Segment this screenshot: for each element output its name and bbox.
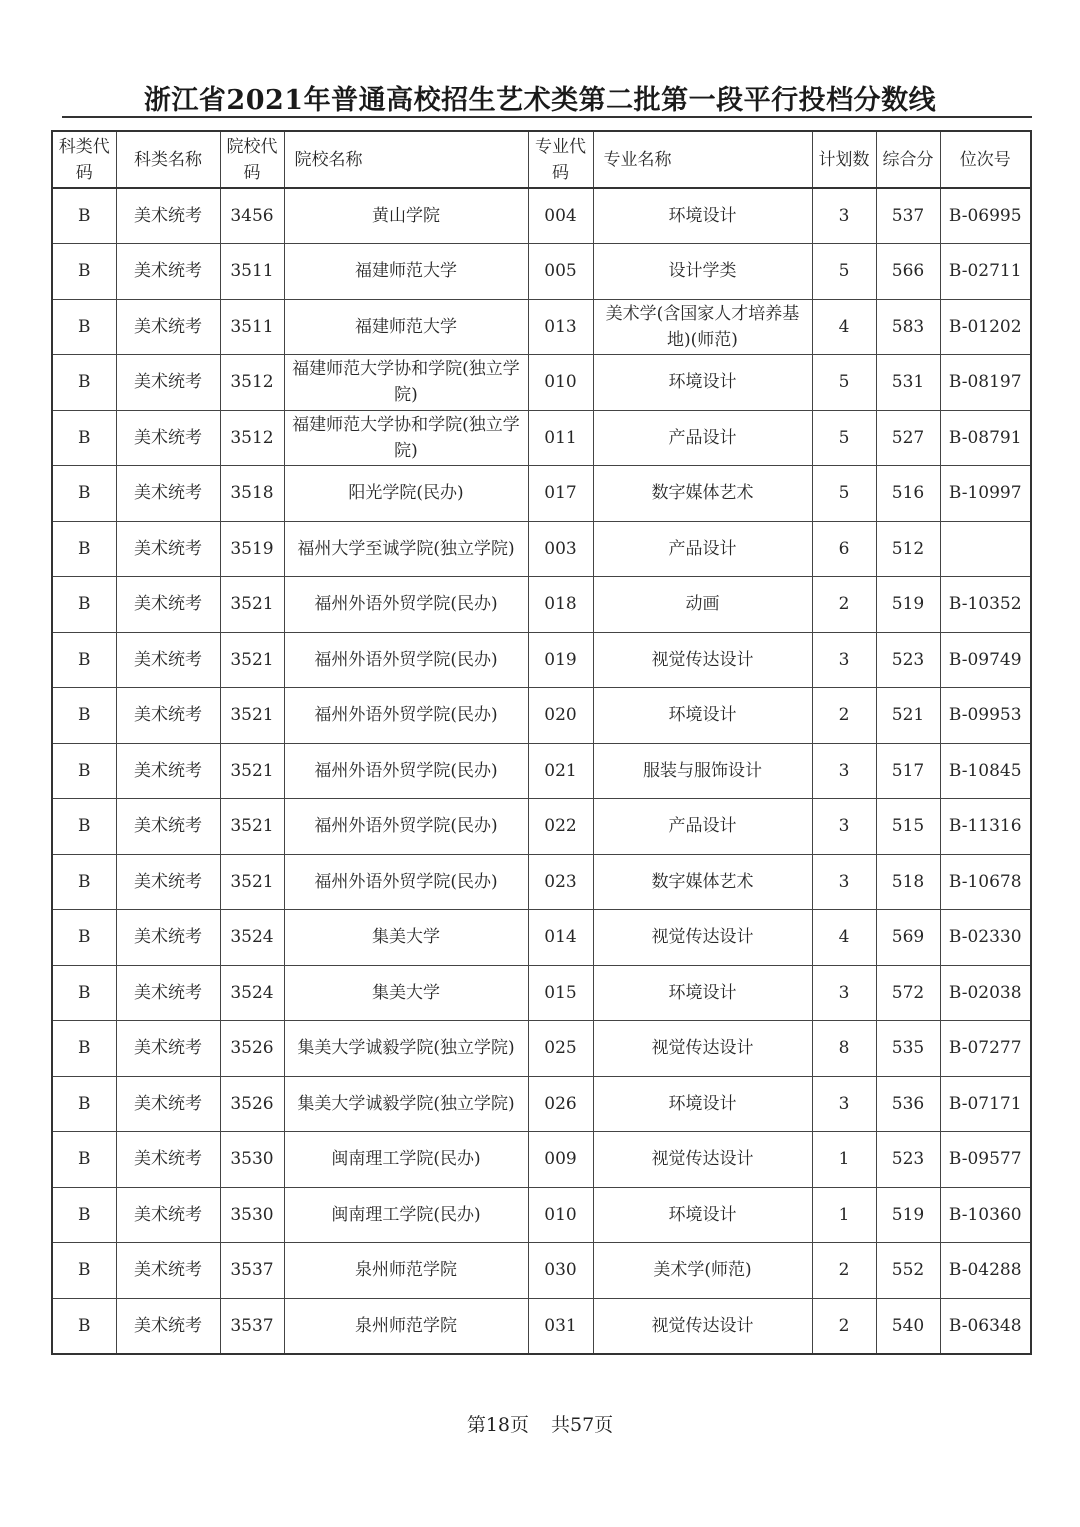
cell-school-name: 泉州师范学院 xyxy=(284,1298,528,1354)
table-row xyxy=(52,244,1031,300)
cell-score: 535 xyxy=(876,1021,940,1077)
cell-school-code: 3521 xyxy=(220,743,284,799)
cell-rank: B-02038 xyxy=(940,965,1031,1021)
cell-major-name: 动画 xyxy=(593,577,812,633)
cell-category-code: B xyxy=(52,244,116,300)
table-row xyxy=(52,1132,1031,1188)
cell-score: 540 xyxy=(876,1298,940,1354)
cell-major-name: 产品设计 xyxy=(593,521,812,577)
header-rank: 位次号 xyxy=(940,131,1031,188)
cell-major-code: 018 xyxy=(528,577,593,633)
cell-major-name: 视觉传达设计 xyxy=(593,910,812,966)
cell-category-name: 美术统考 xyxy=(116,688,220,744)
table-row xyxy=(52,577,1031,633)
cell-score: 523 xyxy=(876,632,940,688)
cell-school-code: 3524 xyxy=(220,910,284,966)
cell-major-code: 010 xyxy=(528,1187,593,1243)
title-underline xyxy=(62,116,1032,118)
cell-rank: B-10678 xyxy=(940,854,1031,910)
cell-rank: B-02711 xyxy=(940,244,1031,300)
cell-plan: 3 xyxy=(812,799,876,855)
cell-major-name: 环境设计 xyxy=(593,965,812,1021)
cell-plan: 3 xyxy=(812,965,876,1021)
cell-school-code: 3530 xyxy=(220,1132,284,1188)
cell-category-code: B xyxy=(52,743,116,799)
table-row xyxy=(52,854,1031,910)
cell-rank: B-09577 xyxy=(940,1132,1031,1188)
cell-school-code: 3530 xyxy=(220,1187,284,1243)
table-row xyxy=(52,410,1031,466)
cell-school-name: 集美大学诚毅学院(独立学院) xyxy=(284,1076,528,1132)
cell-plan: 6 xyxy=(812,521,876,577)
cell-score: 518 xyxy=(876,854,940,910)
header-category-code: 科类代码 xyxy=(52,131,116,188)
page-number: 第18页 xyxy=(466,1414,529,1436)
cell-plan: 8 xyxy=(812,1021,876,1077)
table-row xyxy=(52,466,1031,522)
cell-plan: 4 xyxy=(812,299,876,355)
cell-major-code: 025 xyxy=(528,1021,593,1077)
cell-score: 516 xyxy=(876,466,940,522)
cell-score: 566 xyxy=(876,244,940,300)
cell-major-code: 003 xyxy=(528,521,593,577)
cell-category-name: 美术统考 xyxy=(116,410,220,466)
cell-major-name: 产品设计 xyxy=(593,410,812,466)
cell-plan: 5 xyxy=(812,244,876,300)
cell-score: 517 xyxy=(876,743,940,799)
cell-major-code: 020 xyxy=(528,688,593,744)
cell-major-name: 美术学(师范) xyxy=(593,1243,812,1299)
cell-rank: B-09953 xyxy=(940,688,1031,744)
cell-category-code: B xyxy=(52,410,116,466)
cell-plan: 3 xyxy=(812,632,876,688)
cell-major-code: 031 xyxy=(528,1298,593,1354)
cell-school-name: 闽南理工学院(民办) xyxy=(284,1187,528,1243)
cell-category-code: B xyxy=(52,1187,116,1243)
cell-school-code: 3512 xyxy=(220,355,284,411)
cell-category-code: B xyxy=(52,1298,116,1354)
cell-category-code: B xyxy=(52,965,116,1021)
cell-score: 521 xyxy=(876,688,940,744)
cell-school-code: 3521 xyxy=(220,577,284,633)
header-score: 综合分 xyxy=(876,131,940,188)
cell-plan: 3 xyxy=(812,743,876,799)
cell-category-name: 美术统考 xyxy=(116,854,220,910)
cell-category-name: 美术统考 xyxy=(116,355,220,411)
cell-plan: 5 xyxy=(812,355,876,411)
cell-major-name: 数字媒体艺术 xyxy=(593,466,812,522)
cell-rank: B-07277 xyxy=(940,1021,1031,1077)
page-total: 共57页 xyxy=(551,1414,614,1436)
cell-category-code: B xyxy=(52,1243,116,1299)
cell-school-code: 3518 xyxy=(220,466,284,522)
cell-school-name: 闽南理工学院(民办) xyxy=(284,1132,528,1188)
cell-category-name: 美术统考 xyxy=(116,743,220,799)
cell-rank: B-02330 xyxy=(940,910,1031,966)
table-row xyxy=(52,1243,1031,1299)
cell-plan: 5 xyxy=(812,410,876,466)
header-major-name: 专业名称 xyxy=(593,131,812,188)
cell-plan: 5 xyxy=(812,466,876,522)
cell-school-code: 3521 xyxy=(220,799,284,855)
table-row xyxy=(52,799,1031,855)
cell-score: 512 xyxy=(876,521,940,577)
cell-major-code: 022 xyxy=(528,799,593,855)
cell-school-code: 3521 xyxy=(220,854,284,910)
cell-rank: B-08197 xyxy=(940,355,1031,411)
cell-school-name: 福建师范大学 xyxy=(284,244,528,300)
cell-score: 569 xyxy=(876,910,940,966)
cell-rank: B-10352 xyxy=(940,577,1031,633)
cell-score: 572 xyxy=(876,965,940,1021)
cell-major-name: 数字媒体艺术 xyxy=(593,854,812,910)
cell-school-code: 3537 xyxy=(220,1243,284,1299)
cell-category-name: 美术统考 xyxy=(116,910,220,966)
cell-major-name: 美术学(含国家人才培养基地)(师范) xyxy=(593,299,812,355)
cell-major-code: 011 xyxy=(528,410,593,466)
cell-category-code: B xyxy=(52,688,116,744)
cell-rank: B-04288 xyxy=(940,1243,1031,1299)
cell-plan: 4 xyxy=(812,910,876,966)
cell-score: 583 xyxy=(876,299,940,355)
cell-major-code: 014 xyxy=(528,910,593,966)
cell-plan: 1 xyxy=(812,1132,876,1188)
page-footer xyxy=(0,1410,1080,1437)
cell-plan: 2 xyxy=(812,1298,876,1354)
table-row xyxy=(52,1298,1031,1354)
cell-category-code: B xyxy=(52,632,116,688)
cell-school-code: 3521 xyxy=(220,688,284,744)
cell-category-code: B xyxy=(52,466,116,522)
table-row xyxy=(52,965,1031,1021)
cell-major-code: 009 xyxy=(528,1132,593,1188)
cell-plan: 2 xyxy=(812,577,876,633)
cell-category-code: B xyxy=(52,188,116,244)
cell-category-name: 美术统考 xyxy=(116,1243,220,1299)
cell-school-code: 3524 xyxy=(220,965,284,1021)
cell-category-name: 美术统考 xyxy=(116,577,220,633)
cell-school-name: 福州外语外贸学院(民办) xyxy=(284,743,528,799)
cell-score: 552 xyxy=(876,1243,940,1299)
cell-category-name: 美术统考 xyxy=(116,1132,220,1188)
cell-major-name: 环境设计 xyxy=(593,1187,812,1243)
cell-major-code: 021 xyxy=(528,743,593,799)
cell-category-name: 美术统考 xyxy=(116,1076,220,1132)
cell-rank: B-10360 xyxy=(940,1187,1031,1243)
cell-major-name: 环境设计 xyxy=(593,188,812,244)
cell-school-name: 福建师范大学协和学院(独立学院) xyxy=(284,410,528,466)
page-title: 浙江省2021年普通高校招生艺术类第二批第一段平行投档分数线 xyxy=(143,85,937,116)
table-row xyxy=(52,355,1031,411)
cell-major-code: 019 xyxy=(528,632,593,688)
cell-rank: B-10997 xyxy=(940,466,1031,522)
cell-major-name: 视觉传达设计 xyxy=(593,1132,812,1188)
cell-plan: 3 xyxy=(812,1076,876,1132)
table-row xyxy=(52,188,1031,244)
cell-school-name: 集美大学诚毅学院(独立学院) xyxy=(284,1021,528,1077)
cell-school-name: 阳光学院(民办) xyxy=(284,466,528,522)
cell-major-code: 010 xyxy=(528,355,593,411)
cell-major-code: 004 xyxy=(528,188,593,244)
cell-category-name: 美术统考 xyxy=(116,466,220,522)
cell-school-code: 3511 xyxy=(220,244,284,300)
cell-category-code: B xyxy=(52,299,116,355)
cell-school-code: 3519 xyxy=(220,521,284,577)
cell-category-name: 美术统考 xyxy=(116,799,220,855)
cell-major-name: 环境设计 xyxy=(593,355,812,411)
cell-rank: B-06348 xyxy=(940,1298,1031,1354)
cell-category-name: 美术统考 xyxy=(116,965,220,1021)
table-row xyxy=(52,632,1031,688)
cell-category-code: B xyxy=(52,910,116,966)
table-row xyxy=(52,1187,1031,1243)
cell-category-code: B xyxy=(52,577,116,633)
cell-category-name: 美术统考 xyxy=(116,521,220,577)
cell-category-code: B xyxy=(52,1076,116,1132)
cell-major-name: 产品设计 xyxy=(593,799,812,855)
cell-school-name: 黄山学院 xyxy=(284,188,528,244)
cell-major-code: 013 xyxy=(528,299,593,355)
cell-school-name: 集美大学 xyxy=(284,965,528,1021)
cell-rank xyxy=(940,521,1031,577)
cell-major-name: 视觉传达设计 xyxy=(593,1021,812,1077)
cell-major-name: 服装与服饰设计 xyxy=(593,743,812,799)
table-row xyxy=(52,1021,1031,1077)
table-row xyxy=(52,521,1031,577)
cell-score: 519 xyxy=(876,1187,940,1243)
header-school-code: 院校代码 xyxy=(220,131,284,188)
cell-category-name: 美术统考 xyxy=(116,1021,220,1077)
cell-major-code: 005 xyxy=(528,244,593,300)
cell-major-code: 026 xyxy=(528,1076,593,1132)
cell-major-name: 设计学类 xyxy=(593,244,812,300)
cell-school-name: 福州大学至诚学院(独立学院) xyxy=(284,521,528,577)
header-major-code: 专业代码 xyxy=(528,131,593,188)
table-header-row xyxy=(52,131,1031,188)
cell-category-name: 美术统考 xyxy=(116,244,220,300)
cell-school-code: 3537 xyxy=(220,1298,284,1354)
cell-school-code: 3521 xyxy=(220,632,284,688)
cell-school-name: 泉州师范学院 xyxy=(284,1243,528,1299)
cell-score: 537 xyxy=(876,188,940,244)
cell-rank: B-10845 xyxy=(940,743,1031,799)
cell-category-name: 美术统考 xyxy=(116,299,220,355)
cell-school-name: 福州外语外贸学院(民办) xyxy=(284,688,528,744)
cell-category-name: 美术统考 xyxy=(116,1187,220,1243)
cell-score: 523 xyxy=(876,1132,940,1188)
admission-score-table xyxy=(51,130,1032,1355)
table-body xyxy=(52,188,1031,1354)
cell-score: 527 xyxy=(876,410,940,466)
header-category-name: 科类名称 xyxy=(116,131,220,188)
cell-school-name: 福建师范大学 xyxy=(284,299,528,355)
cell-school-code: 3511 xyxy=(220,299,284,355)
table-row xyxy=(52,910,1031,966)
cell-school-code: 3526 xyxy=(220,1076,284,1132)
cell-plan: 2 xyxy=(812,688,876,744)
cell-rank: B-08791 xyxy=(940,410,1031,466)
cell-rank: B-11316 xyxy=(940,799,1031,855)
header-plan: 计划数 xyxy=(812,131,876,188)
cell-category-name: 美术统考 xyxy=(116,1298,220,1354)
cell-category-name: 美术统考 xyxy=(116,632,220,688)
cell-category-code: B xyxy=(52,799,116,855)
cell-major-name: 环境设计 xyxy=(593,688,812,744)
table-row xyxy=(52,688,1031,744)
cell-major-code: 023 xyxy=(528,854,593,910)
table-row xyxy=(52,299,1031,355)
header-school-name: 院校名称 xyxy=(284,131,528,188)
cell-major-code: 030 xyxy=(528,1243,593,1299)
table-row xyxy=(52,1076,1031,1132)
cell-school-code: 3526 xyxy=(220,1021,284,1077)
cell-major-name: 视觉传达设计 xyxy=(593,632,812,688)
cell-plan: 3 xyxy=(812,854,876,910)
cell-category-code: B xyxy=(52,854,116,910)
cell-school-name: 福建师范大学协和学院(独立学院) xyxy=(284,355,528,411)
cell-school-name: 集美大学 xyxy=(284,910,528,966)
cell-plan: 3 xyxy=(812,188,876,244)
cell-school-code: 3456 xyxy=(220,188,284,244)
cell-category-name: 美术统考 xyxy=(116,188,220,244)
cell-category-code: B xyxy=(52,1132,116,1188)
cell-major-code: 015 xyxy=(528,965,593,1021)
table-row xyxy=(52,743,1031,799)
cell-major-name: 视觉传达设计 xyxy=(593,1298,812,1354)
cell-plan: 1 xyxy=(812,1187,876,1243)
cell-score: 515 xyxy=(876,799,940,855)
cell-major-code: 017 xyxy=(528,466,593,522)
cell-school-name: 福州外语外贸学院(民办) xyxy=(284,632,528,688)
cell-rank: B-01202 xyxy=(940,299,1031,355)
cell-rank: B-06995 xyxy=(940,188,1031,244)
cell-score: 519 xyxy=(876,577,940,633)
cell-rank: B-09749 xyxy=(940,632,1031,688)
cell-category-code: B xyxy=(52,521,116,577)
cell-category-code: B xyxy=(52,1021,116,1077)
cell-school-name: 福州外语外贸学院(民办) xyxy=(284,577,528,633)
cell-school-name: 福州外语外贸学院(民办) xyxy=(284,854,528,910)
cell-score: 531 xyxy=(876,355,940,411)
cell-score: 536 xyxy=(876,1076,940,1132)
cell-rank: B-07171 xyxy=(940,1076,1031,1132)
cell-category-code: B xyxy=(52,355,116,411)
cell-major-name: 环境设计 xyxy=(593,1076,812,1132)
cell-plan: 2 xyxy=(812,1243,876,1299)
cell-school-code: 3512 xyxy=(220,410,284,466)
cell-school-name: 福州外语外贸学院(民办) xyxy=(284,799,528,855)
